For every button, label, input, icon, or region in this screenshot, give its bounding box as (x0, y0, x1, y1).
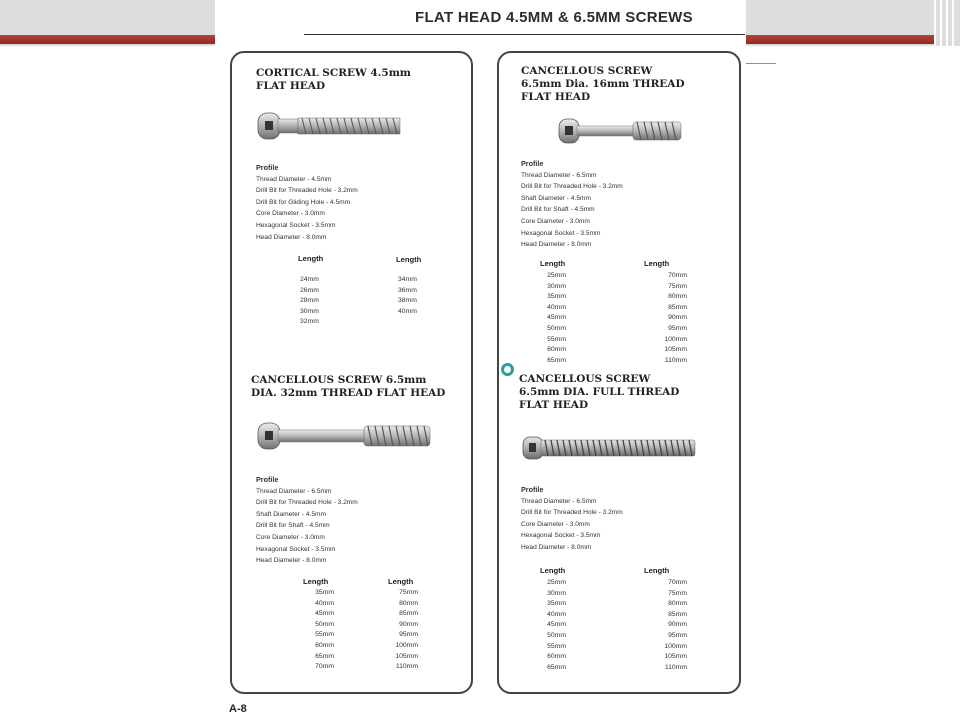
cancellous-full-lengths-right (647, 578, 687, 673)
length-value: 70mm (668, 272, 687, 279)
length-header: Length (540, 259, 566, 268)
length-value: 85mm (668, 610, 687, 618)
profile-line: Drill Bit for Threaded Hole - 3.2mm (521, 183, 623, 191)
length-value: 40mm (547, 303, 566, 311)
length-value: 45mm (315, 610, 334, 618)
cortical-lengths-right (398, 275, 417, 317)
length-value: 32mm (300, 318, 319, 326)
left-panel (230, 51, 473, 694)
cancellous16-lengths-right (647, 271, 687, 366)
length-header: Length (540, 566, 566, 575)
slide-accent-line (746, 63, 776, 64)
heading-line: CANCELLOUS SCREW (521, 65, 653, 77)
length-value: 85mm (668, 303, 687, 311)
length-value: 70mm (668, 579, 687, 586)
profile-line: Head Diameter - 8.0mm (521, 241, 592, 249)
length-value: 40mm (315, 599, 334, 607)
length-header: Length (298, 254, 324, 263)
slide-accent-bar-left (0, 35, 215, 44)
page-title: FLAT HEAD 4.5MM & 6.5MM SCREWS (415, 9, 693, 26)
length-value: 30mm (547, 282, 566, 290)
slide-stripe-decoration (930, 0, 960, 52)
profile-line: Core Diameter - 3.0mm (521, 520, 590, 528)
length-header: Length (644, 259, 670, 268)
length-value: 50mm (315, 620, 334, 628)
length-value: 55mm (547, 642, 566, 650)
cancellous32-heading (251, 374, 445, 400)
profile-line: Drill Bit for Gliding Hole - 4.5mm (256, 198, 351, 206)
length-value: 34mm (398, 276, 417, 283)
length-value: 55mm (315, 631, 334, 639)
length-value: 100mm (395, 641, 418, 649)
length-value: 95mm (668, 324, 687, 332)
profile-line: Shaft Diameter - 4.5mm (521, 194, 591, 202)
profile-line: Drill Bit for Threaded Hole - 3.2mm (256, 187, 358, 195)
length-value: 25mm (547, 579, 566, 586)
heading-line: 6.5mm DIA. FULL THREAD (519, 386, 680, 398)
cancellous16-screw-image (557, 117, 687, 145)
cancellous32-lengths-right (378, 588, 418, 673)
length-value: 45mm (547, 314, 566, 322)
length-value: 60mm (547, 653, 566, 661)
cancellous32-profile (256, 474, 358, 567)
length-value: 75mm (399, 589, 418, 596)
length-value: 55mm (547, 335, 566, 343)
profile-line: Head Diameter - 8.0mm (256, 233, 327, 241)
heading-line: 6.5mm Dia. 16mm THREAD (521, 78, 685, 90)
profile-line: Core Diameter - 3.0mm (256, 210, 325, 218)
length-value: 95mm (399, 631, 418, 639)
profile-line: Thread Diameter - 6.5mm (256, 487, 332, 495)
profile-line: Hexagonal Socket - 3.5mm (256, 545, 336, 553)
profile-line: Hexagonal Socket - 3.5mm (521, 532, 601, 540)
length-value: 40mm (398, 307, 417, 315)
length-value: 100mm (664, 642, 687, 650)
profile-line: Core Diameter - 3.0mm (521, 217, 590, 225)
catalog-page (215, 0, 746, 720)
cancellous32-screw-image (256, 420, 436, 452)
heading-line: CANCELLOUS SCREW (519, 373, 651, 385)
slide-accent-bar-right (746, 35, 936, 44)
length-value: 60mm (315, 641, 334, 649)
cortical-heading (256, 67, 411, 93)
length-value: 75mm (668, 589, 687, 597)
page-number: A-8 (229, 703, 247, 715)
cursor-indicator-icon (501, 363, 514, 376)
length-value: 30mm (300, 307, 319, 315)
profile-line: Head Diameter - 8.0mm (256, 557, 327, 565)
profile-line: Drill Bit for Shaft - 4.5mm (256, 522, 330, 530)
length-value: 60mm (547, 346, 566, 354)
cancellous16-lengths-left (534, 271, 566, 366)
length-value: 85mm (399, 610, 418, 618)
length-value: 24mm (300, 276, 319, 283)
profile-line: Head Diameter - 8.0mm (521, 543, 592, 551)
heading-line: FLAT HEAD (519, 399, 589, 411)
profile-line: Drill Bit for Shaft - 4.5mm (521, 206, 595, 214)
length-value: 50mm (547, 324, 566, 332)
length-header: Length (303, 577, 329, 586)
length-value: 65mm (547, 663, 566, 671)
heading-line: CORTICAL SCREW 4.5mm (256, 67, 411, 79)
profile-line: Thread Diameter - 6.5mm (521, 171, 597, 179)
length-value: 26mm (300, 286, 319, 294)
length-value: 90mm (668, 314, 687, 322)
length-value: 25mm (547, 272, 566, 279)
length-value: 105mm (664, 346, 687, 354)
length-value: 105mm (395, 652, 418, 660)
profile-line: Shaft Diameter - 4.5mm (256, 510, 326, 518)
length-value: 80mm (399, 599, 418, 607)
heading-line: CANCELLOUS SCREW 6.5mm (251, 374, 427, 386)
length-value: 75mm (668, 282, 687, 290)
profile-title: Profile (256, 163, 279, 172)
profile-line: Thread Diameter - 4.5mm (256, 175, 332, 183)
cancellous32-lengths-left (302, 588, 334, 673)
profile-line: Thread Diameter - 6.5mm (521, 497, 597, 505)
cortical-lengths-left (300, 275, 319, 328)
profile-title: Profile (256, 475, 279, 484)
length-value: 30mm (547, 589, 566, 597)
length-value: 100mm (664, 335, 687, 343)
length-value: 105mm (664, 653, 687, 661)
title-underline (304, 34, 745, 35)
length-value: 80mm (668, 600, 687, 608)
length-value: 65mm (547, 356, 566, 364)
cancellous16-profile (521, 158, 623, 251)
cancellous-full-profile (521, 484, 623, 554)
cancellous-full-lengths-left (534, 578, 566, 673)
profile-title: Profile (521, 485, 544, 494)
length-header: Length (396, 255, 422, 264)
cancellous16-heading (521, 65, 685, 104)
profile-line: Drill Bit for Threaded Hole - 3.2mm (521, 509, 623, 517)
length-value: 65mm (315, 652, 334, 660)
length-header: Length (644, 566, 670, 575)
length-header: Length (388, 577, 414, 586)
heading-line: DIA. 32mm THREAD FLAT HEAD (251, 387, 446, 399)
length-value: 90mm (668, 621, 687, 629)
length-value: 70mm (315, 663, 334, 671)
length-value: 110mm (664, 663, 687, 671)
heading-line: FLAT HEAD (521, 91, 591, 103)
profile-line: Drill Bit for Threaded Hole - 3.2mm (256, 499, 358, 507)
cortical-profile (256, 162, 358, 243)
profile-line: Core Diameter - 3.0mm (256, 533, 325, 541)
length-value: 35mm (547, 600, 566, 608)
cortical-screw-image (256, 109, 406, 145)
profile-title: Profile (521, 159, 544, 168)
length-value: 36mm (398, 286, 417, 294)
cancellous-full-heading (519, 373, 679, 412)
cancellous-full-screw-image (521, 434, 701, 462)
profile-line: Hexagonal Socket - 3.5mm (256, 221, 336, 229)
length-value: 90mm (399, 620, 418, 628)
length-value: 80mm (668, 293, 687, 301)
right-panel (497, 51, 741, 694)
length-value: 35mm (547, 293, 566, 301)
length-value: 35mm (315, 589, 334, 596)
length-value: 28mm (300, 297, 319, 305)
length-value: 110mm (395, 663, 418, 671)
heading-line: FLAT HEAD (256, 80, 326, 92)
length-value: 110mm (664, 356, 687, 364)
length-value: 40mm (547, 610, 566, 618)
length-value: 45mm (547, 621, 566, 629)
profile-line: Hexagonal Socket - 3.5mm (521, 229, 601, 237)
length-value: 38mm (398, 297, 417, 305)
length-value: 50mm (547, 631, 566, 639)
length-value: 95mm (668, 631, 687, 639)
